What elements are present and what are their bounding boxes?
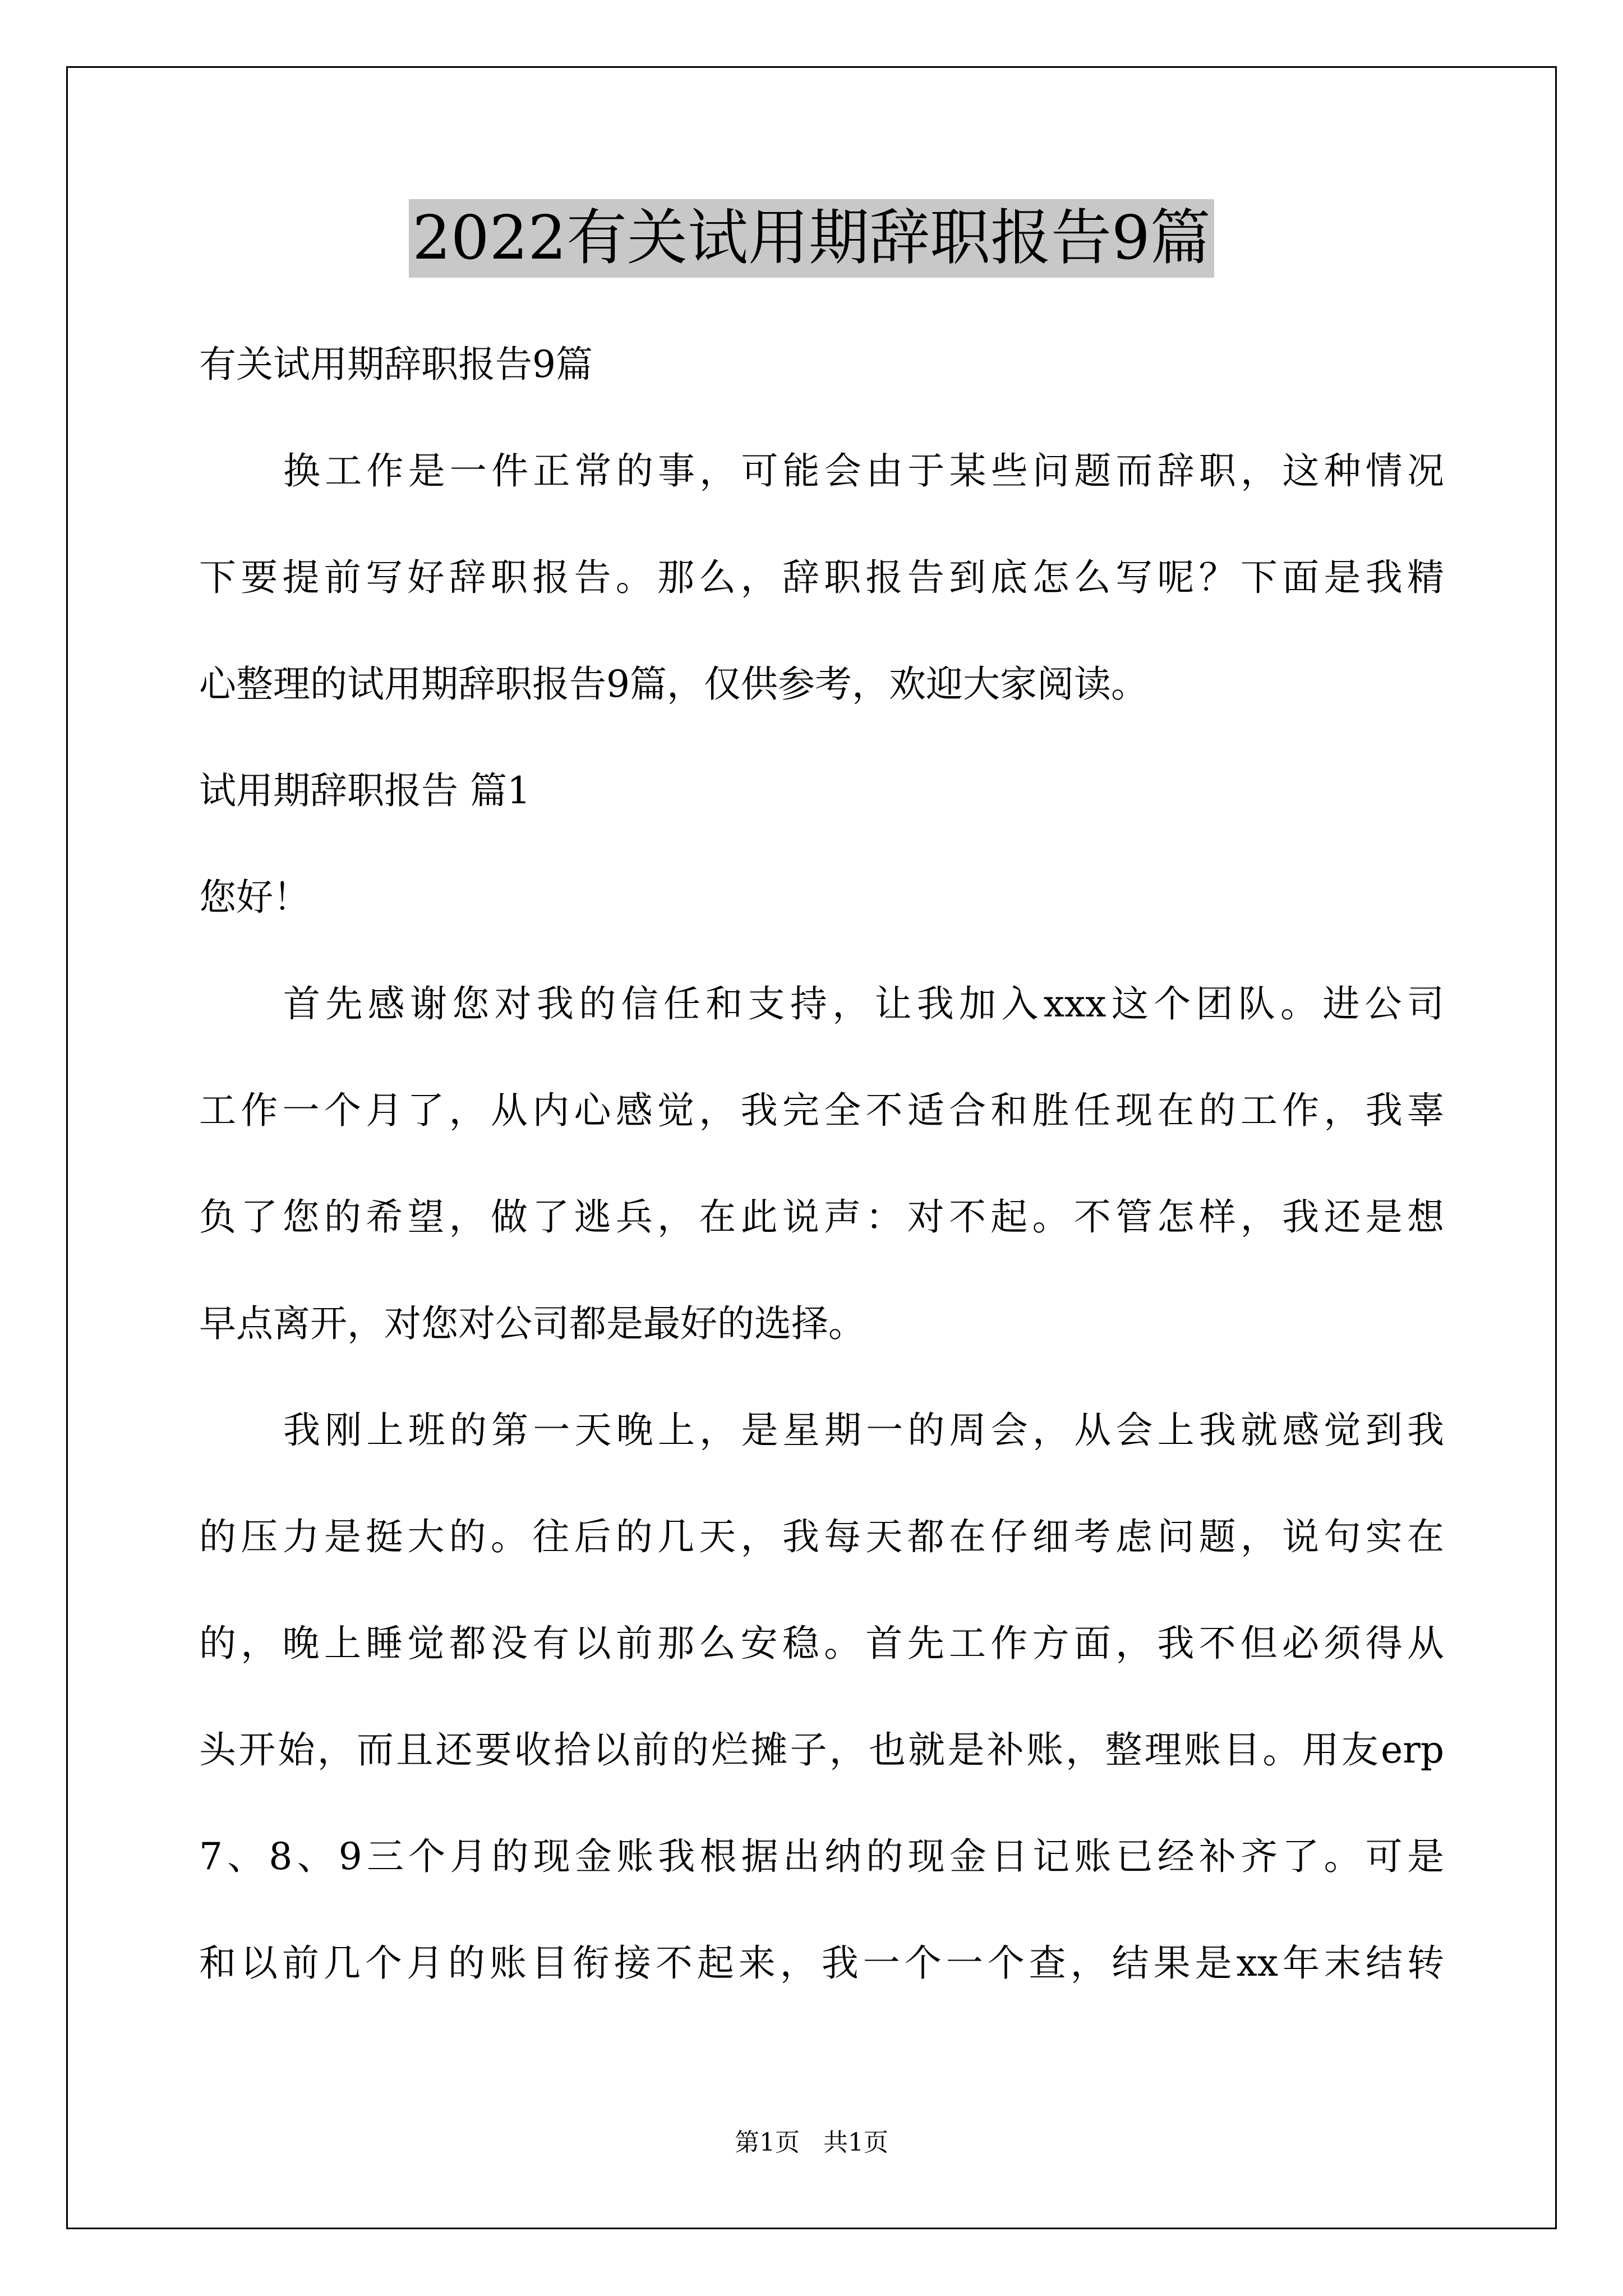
subtitle-line: 有关试用期辞职报告9篇 xyxy=(199,343,593,386)
document-title: 2022有关试用期辞职报告9篇 xyxy=(409,199,1214,278)
document-body xyxy=(199,311,1444,2017)
body-paragraph-line: 和以前几个月的账目衔接不起来，我一个一个查，结果是xx年末结转 xyxy=(199,1941,1444,1985)
body-paragraph-line: 我刚上班的第一天晚上，是星期一的周会，从会上我就感觉到我 xyxy=(283,1409,1444,1452)
body-paragraph-line: 的，晚上睡觉都没有以前那么安稳。首先工作方面，我不但必须得从 xyxy=(199,1622,1444,1665)
page-footer: 第1页 共1页 xyxy=(735,2128,888,2157)
body-paragraph-line: 工作一个月了，从内心感觉，我完全不适合和胜任现在的工作，我辜 xyxy=(199,1089,1444,1132)
salutation: 您好！ xyxy=(199,876,310,919)
title-container xyxy=(0,199,1623,278)
section-heading: 试用期辞职报告 篇1 xyxy=(199,769,531,812)
body-paragraph-line: 早点离开，对您对公司都是最好的选择。 xyxy=(199,1302,865,1345)
body-paragraph-line: 7、8、9三个月的现金账我根据出纳的现金日记账已经补齐了。可是 xyxy=(199,1835,1444,1878)
body-paragraph-line: 负了您的希望，做了逃兵，在此说声：对不起。不管怎样，我还是想 xyxy=(199,1195,1444,1239)
intro-paragraph-line: 下要提前写好辞职报告。那么，辞职报告到底怎么写呢？下面是我精 xyxy=(199,556,1444,599)
intro-paragraph-line: 换工作是一件正常的事，可能会由于某些问题而辞职，这种情况 xyxy=(283,449,1444,493)
body-paragraph-line: 头开始，而且还要收拾以前的烂摊子，也就是补账，整理账目。用友erp xyxy=(199,1728,1444,1772)
body-paragraph-line: 首先感谢您对我的信任和支持，让我加入xxx这个团队。进公司 xyxy=(283,982,1444,1025)
body-paragraph-line: 的压力是挺大的。往后的几天，我每天都在仔细考虑问题，说句实在 xyxy=(199,1515,1444,1558)
intro-paragraph-line: 心整理的试用期辞职报告9篇，仅供参考，欢迎大家阅读。 xyxy=(199,662,1148,706)
